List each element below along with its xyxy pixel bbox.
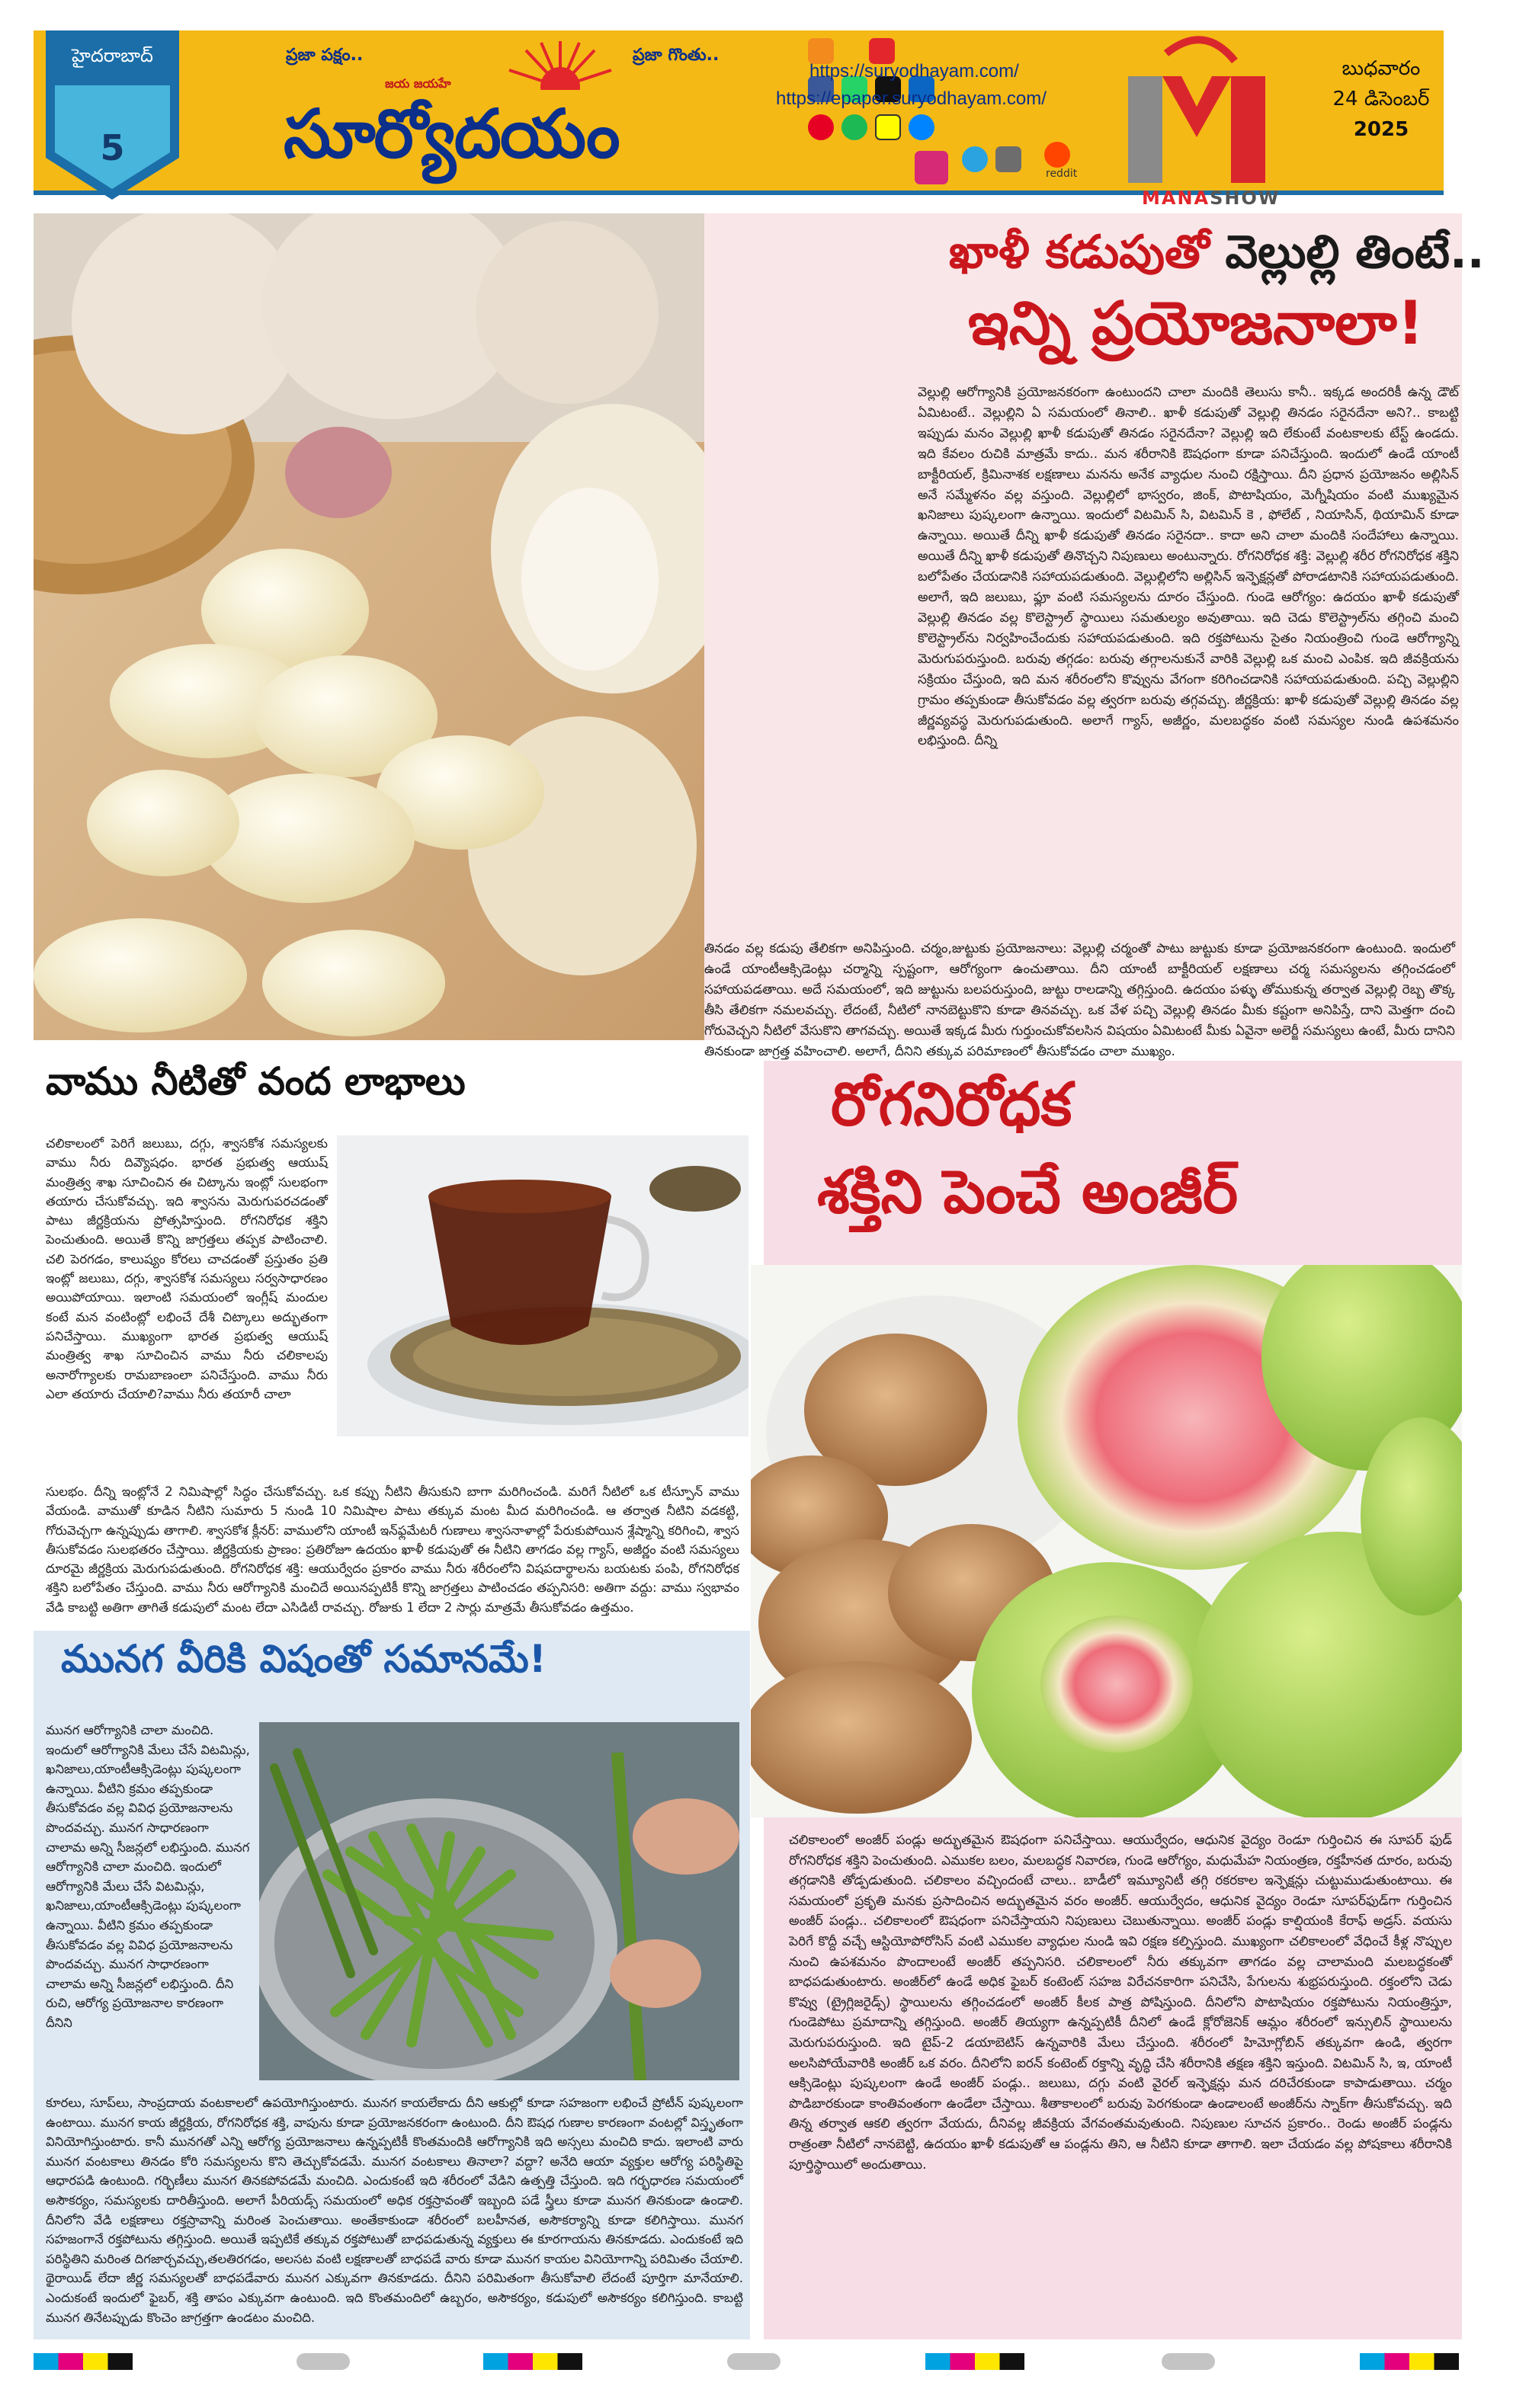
social-icons xyxy=(808,38,968,183)
snapchat-icon[interactable] xyxy=(875,114,901,140)
date-block xyxy=(1305,53,1457,145)
moringa-body-wide: కూరలు, సూప్‌లు, సాంప్రదాయ వంటకాలలో ఉపయోగిస్తుంటారు. మునగ కాయలేకాదు దీని ఆకుల్లో కూడా సహజంగా లభించే ప్రోటీన్ పుష్కలంగా ఉంటాయి. మునగ కాయ జీర్ణక్రియ, రోగనిరోధక శక్తి, వాపును కూడా ప్రయోజనకరంగా ఉంటుంది. దీని ఔషధ గుణాల కారణంగా వంటల్లో విస్తృతంగా వినియోగిస్తుంటారు. కానీ మునగతో ఎన్ని ఆరోగ్య ప్రయోజనాలు ఉన్నప్పటికీ కొంతమందికి ఆరోగ్యానికి ఇది అస్సలు మంచిది కాదు. ఇలాంటి వారు మునగ వంటకాలు తినడం కోరి సమస్యలను కొని తెచ్చుకోవడమే. మునగ వంటకాలు తినాలా? వద్దా? అనేది ఆయా వ్యక్తుల ఆరోగ్య పరిస్థితిపై ఆధారపడి ఉంటుంది. గర్భిణీలు మునగ తినకపోవడమే మంచిది. ఎందుకంటే ఇది శరీరంలో వేడిని ఉత్పత్తి చేస్తుంది. ఇది గర్భధారణ సమయంలో అసౌకర్యం, సమస్యలకు దారితీస్తుంది. అలాగే పీరియడ్స్ సమయంలో అధిక రక్తస్రావంతో ఇబ్బంది పడే స్త్రీలు కూడా మునగ తినకుండా ఉండాలి. దీనిలోని వేడి లక్షణాలు రక్తస్రావాన్ని మరింత పెంచుతాయి. అంతేకాకుండా శరీరంలో బలహీనత, అసౌకర్యాన్ని కూడా కలిగిస్తాయి. మునగ సహజంగానే రక్తపోటును తగ్గిస్తుంది. అయితే ఇప్పటికే తక్కువ రక్తపోటుతో బాధపడుతున్న వ్యక్తులు ఈ కూరగాయను తినకూడదు. ఎందుకంటే ఇది పరిస్థితిని మరింత దిగజార్చవచ్చు,తలతిరగడం, అలసట వంటి లక్షణాలతో బాధపడే వారు కూడా మునగ కాయల వినియోగాన్ని పరిమితం చేయాలి. థైరాయిడ్ లేదా జీర్ణ సమస్యలతో బాధపడేవారు మునగ ఎక్కువగా తినకూడదు. దీనిని పరిమితంగా తీసుకోవాలి లేదంటే పూర్తిగా మానేయాలి. ఎందుకంటే ఇందులో ఫైబర్, శక్తి తాపం ఎక్కువగా ఉంటుంది. ఇది కొంతమందిలో ఉబ్బరం, అసౌకర్యం, కడుపులో అసౌకర్యం కలిగిస్తుంది. కాబట్టి మునగ తినేటప్పుడు కొంచెం జాగ్రత్తగా ఉండటం మంచిది. xyxy=(46,2096,743,2325)
garlic-photo xyxy=(34,213,704,1040)
ajwain-headline: వాము నీటితో వంద లాభాలు xyxy=(46,1059,466,1103)
moringa-body-column: మునగ ఆరోగ్యానికి చాలా మంచిది. ఇందులో ఆరోగ్యానికి మేలు చేసే విటమిన్లు, ఖనిజాలు,యాంటీఆక్సిడెంట్లు పుష్కలంగా ఉన్నాయి. వీటిని క్రమం తప్పకుండా తీసుకోవడం వల్ల వివిధ ప్రయోజనాలను పొందవచ్చు. మునగ సాధారణంగా చాలామ అన్ని సీజన్లలో లభిస్తుంది. మునగ ఆరోగ్యానికి చాలా మంచిది. ఇందులో ఆరోగ్యానికి మేలు చేసే విటమిన్లు, ఖనిజాలు,యాంటీఆక్సిడెంట్లు పుష్కలంగా ఉన్నాయి. వీటిని క్రమం తప్పకుండా తీసుకోవడం వల్ల వివిధ ప్రయోజనాలను పొందవచ్చు. మునగ సాధారణంగా చాలామ అన్ని సీజన్లలో లభిస్తుంది. దీని రుచి, ఆరోగ్య ప్రయోజనాల కారణంగా దీనిని xyxy=(46,1723,250,2030)
brand-suffix: SHOW xyxy=(1210,187,1281,209)
youtube-icon[interactable] xyxy=(869,38,895,64)
rss-icon[interactable] xyxy=(808,38,834,64)
rising-sun-icon xyxy=(503,37,617,90)
slogan-left: ప్రజా పక్షం.. xyxy=(286,46,364,65)
garlic-body-column: వెల్లుల్లి ఆరోగ్యానికి ప్రయోజనకరంగా ఉంటుందని చాలా మందికి తెలుసు కానీ.. ఇక్కడ అందరికీ ఉన్న డౌట్ ఏమిటంటే.. వెల్లుల్లిని ఏ సమయంలో తినాలి.. ఖాళీ కడుపుతో వెల్లుల్లి తినడం సరైనదేనా అని?.. కాబట్టి ఇప్పుడు మనం వెల్లుల్లి ఖాళీ కడుపుతో తినడం సరైనదేనా? వెల్లుల్లి ఇది లేకుంటే వంటకాలకు టేస్ట్ ఉండదు. ఇది కేవలం రుచికి మాత్రమే కాదు.. మన శరీరానికి ఔషధంగా కూడా పనిచేస్తుంది. ఇందులో ఉండే యాంటీ బాక్టీరియల్, క్రిమినాశక లక్షణాలు మనను అనేక వ్యాధుల నుంచి రక్షిస్తాయి. దీని ప్రధాన ప్రయోజనం అల్లిసిన్ అనే సమ్మేళనం వల్ల వస్తుంది. వెల్లుల్లిలో భాస్వరం, జింక్, పొటాషియం, మెగ్నీషియం వంటి ముఖ్యమైన ఖనిజాలు పుష్కలంగా ఉన్నాయి. ఇందులో విటమిన్ సి, విటమిన్ కె , ఫోలేట్ , నియాసిన్, థియామిన్ కూడా ఉన్నాయి. అయితే దీన్ని ఖాళీ కడుపుతో తినడం సరైనదా.. కాదా అని చాలా మందికి సందేహాలు ఉన్నాయి. అయితే దీన్ని ఖాళీ కడుపుతో తినొచ్చని నిపుణులు అంటున్నారు. రోగనిరోధక శక్తి: వెల్లుల్లి శరీర రోగనిరోధక శక్తిని బలోపేతం చేయడానికి సహాయపడుతుంది. వెల్లుల్లిలోని అల్లిసిన్ ఇన్ఫెక్షన్లతో పోరాడటానికి సహాయపడుతుంది. అలాగే, ఇది జలుబు, ఫ్లూ వంటి సమస్యలను దూరం చేస్తుంది. గుండె ఆరోగ్యం: ఉదయం ఖాళీ కడుపుతో వెల్లుల్లి తినడం వల్ల కొలెస్ట్రాల్ స్థాయిలు సమతుల్యం అవుతాయి. ఇది చెడు కొలెస్ట్రాల్‌ను తగ్గించి మంచి కొలెస్ట్రాల్‌ను నిర్వహించేందుకు సహాయపడుతుంది. ఇది రక్తపోటును సైతం నియంత్రించి గుండె ఆరోగ్యాన్ని మెరుగుపరుస్తుంది. బరువు తగ్గడం: బరువు తగ్గాలనుకునే వారికి వెల్లుల్లి ఒక మంచి ఎంపిక. ఇది జీవక్రియను సక్రియం చేస్తుంది, ఇది మన శరీరంలోని కొవ్వును వేగంగా కరిగించడానికి సహాయపడుతుంది. పచ్చి వెల్లుల్లిని గ్రామం తప్పకుండా తీసుకోవడం వల్ల త్వరగా బరువు తగ్గవచ్చు. జీర్ణక్రియ: ఖాళీ కడుపుతో వెల్లుల్లి తినడం వల్ల జీర్ణవ్యవస్థ మెరుగుపడుతుంది. అలాగే గ్యాస్, అజీర్ణం, మలబద్ధకం వంటి సమస్యల నుండి ఉపశమనం లభిస్తుంది. దీన్ని xyxy=(918,385,1459,749)
garlic-body-wide: తినడం వల్ల కడుపు తేలికగా అనిపిస్తుంది. చర్మం,జుట్టుకు ప్రయోజనాలు: వెల్లుల్లి చర్మంతో పాటు జుట్టుకు కూడా ప్రయోజనకరంగా ఉంటుంది. ఇందులో ఉండే యాంటీఆక్సిడెంట్లు చర్మాన్ని స్పష్టంగా, ఆరోగ్యంగా ఉంచుతాయి. దీని యాంటీ బాక్టీరియల్ లక్షణాలు చర్మ సమస్యలను తగ్గించడంలో సహాయపడతాయి. అదే సమయంలో, ఇది జుట్టును బలపరుస్తుంది, జుట్టు రాలడాన్ని తగ్గిస్తుంది. ఉదయం పళ్ళు తోముకున్న తర్వాత వెల్లుల్లి రెబ్బ తొక్క తీసి తేలికగా నమలవచ్చు. లేదంటే, నీటిలో నానబెట్టుకొని కూడా తినవచ్చు. ఒక వేళ పచ్చి వెల్లుల్లి తినడం మీకు కష్టంగా అనిపిస్తే, దాని మెత్తగా దంచి గోరువెచ్చని నీటిలో వేసుకొని తాగవచ్చు. అయితే ఇక్కడ మీరు గుర్తుంచుకోవలసిన విషయం ఏమిటంటే మీకు ఏవైనా అలెర్జీ సమస్యలు ఉంటే, మీరు దానిని తినకుండా జాగ్రత్త వహించాలి. అలాగే, దీనిని తక్కువ పరిమాణంలో తీసుకోవడం చాలా ముఖ్యం. xyxy=(704,941,1455,1059)
date-year: 2025 xyxy=(1353,118,1409,141)
fig-body: చలికాలంలో అంజీర్ పండ్లు అద్భుతమైన ఔషధంగా పనిచేస్తాయి. ఆయుర్వేదం, ఆధునిక వైద్యం రెండూ గుర్తించిన ఈ సూపర్ ఫుడ్ రోగనిరోధక శక్తిని పెంచుతుంది. ఎముకల బలం, మలబద్ధక నివారణ, గుండె ఆరోగ్యం, మధుమేహ నియంత్రణ, రక్తహీనత దూరం, బరువు తగ్గడానికి తోడ్పడుతుంది. చలికాలం వచ్చిందంటే చాలు.. బాడీలో ఇమ్యూనిటీ తగ్గి రకరకాల ఇన్ఫెక్షన్లు చుట్టుముడుతుంటాయి. ఈ సమయంలో ప్రకృతి మనకు ప్రసాదించిన అద్భుతమైన వరం అంజీర్. ఆయుర్వేదం, ఆధునిక వైద్యం రెండూ సూపర్‌ఫుడ్‌గా గుర్తించిన అంజీర్ పండ్లు.. చలికాలంలో ఔషధంగా పనిచేస్తాయని నిపుణులు చెబుతున్నాయి. అంజీర్ పండ్లు కాల్షియంకి కేరాఫ్ అడ్రస్. వయసు పెరిగే కొద్దీ వచ్చే ఆస్టియోపోరోసిస్ వంటి ఎముకల వ్యాధుల నుండి ఇవి రక్షణ కల్పిస్తుంది. ముఖ్యంగా చలికాలంలో వేధించే కీళ్ల నొప్పుల నుంచి ఉపశమనం పొందాలంటే అంజీర్ తప్పనిసరి. చలికాలంలో నీరు తక్కువగా తాగడం వల్ల చాలామంది మలబద్ధకంతో బాధపడుతుంటారు. అంజీర్‌లో ఉండే అధిక ఫైబర్ కంటెంట్ సహజ విరేచనకారిగా పనిచేసి, పేగులను శుభ్రపరుస్తుంది. రక్తంలోని చెడు కొవ్వు (ట్రైగ్లిజరైడ్స్) స్థాయిలను తగ్గించడంలో అంజీర్ కీలక పాత్ర పోషిస్తుంది. దీనిలోని పొటాషియం రక్తపోటును నియంత్రిస్తూ, గుండెపోటు ప్రమాదాన్ని తగ్గిస్తుంది. అంజీర్ తియ్యగా ఉన్నప్పటికీ దీనిలో ఉండే క్లోరోజెనిక్ ఆమ్లం శరీరంలో ఇన్సులిన్ స్థాయిలను మెరుగుపరుస్తుంది. ఇది టైప్-2 డయాబెటిస్ ఉన్నవారికి మేలు చేస్తుంది. శరీరంలో హిమోగ్లోబిన్ తక్కువగా ఉండి, త్వరగా అలసిపోయేవారికి అంజీర్ ఒక వరం. దీనిలోని ఐరన్ కంటెంట్ రక్తాన్ని వృద్ధి చేసి శరీరానికి తక్షణ శక్తిని ఇస్తుంది. విటమిన్ సి, ఇ, యాంటీ ఆక్సిడెంట్లు పుష్కలంగా ఉండే అంజీర్ పండ్లు.. జలుబు, దగ్గు వంటి వైరల్ ఇన్ఫెక్షన్లు మన దరిచేరకుండా కాపాడుతాయి. చర్మం పొడిబారకుండా కాంతివంతంగా ఉండేలా చేస్తాయి. శీతాకాలంలో బరువు పెరగకుండా ఉండాలంటే అంజీర్‌ను స్నాక్‌గా తీసుకోవచ్చు. ఇది తిన్న తర్వాత ఆకలి త్వరగా వేయదు, దీనివల్ల జీవక్రియ వేగవంతమవుతుంది. నిపుణుల సూచన ప్రకారం.. రెండు అంజీర్ పండ్లను రాత్రంతా నీటిలో నానబెట్టి, ఉదయం ఖాళీ కడుపుతో ఆ పండ్లను తిని, ఆ నీటిని కూడా తాగాలి. ఇలా చేయడం వల్ల పోషకాలు శరీరానికి పూర్తిస్థాయిలో అందుతాయి. xyxy=(789,1833,1452,2173)
color-bar-center-right xyxy=(925,2353,1024,2370)
pill-mark xyxy=(1162,2353,1215,2370)
fig-photo xyxy=(751,1265,1462,1817)
pill-mark xyxy=(727,2353,781,2370)
slogan-right: ప్రజా గొంతు.. xyxy=(633,46,720,65)
instagram-icon[interactable] xyxy=(915,151,948,184)
garlic-headline-red: ఖాళీ కడుపుతో xyxy=(949,226,1226,279)
print-registration-marks xyxy=(34,2353,1467,2374)
city-tab: హైదరాబాద్ xyxy=(46,30,179,85)
mana-show-logo xyxy=(1120,30,1273,191)
ajwain-tea-photo xyxy=(337,1135,748,1436)
color-bar-right xyxy=(1360,2353,1459,2370)
page-number-badge xyxy=(46,85,179,200)
ajwain-body-wide: సులభం. దీన్ని ఇంట్లోనే 2 నిమిషాల్లో సిద్ధం చేసుకోవచ్చు. ఒక కప్పు నీటిని తీసుకుని బాగా మరిగించండి. మరిగే నీటిలో ఒక టీస్పూన్ వాము వేయండి. వాముతో కూడిన నీటిని సుమారు 5 నుండి 10 నిమిషాల పాటు తక్కువ మంట మీద మరిగించండి. ఆ తర్వాత నీటిని వడకట్టి, గోరువెచ్చగా ఉన్నప్పుడు తాగాలి. శ్వాసకోశ క్లీనర్: వాములోని యాంటీ ఇన్‌ఫ్లమేటరీ గుణాలు శ్వాసనాళాల్లో పేరుకుపోయిన శ్లేష్మాన్ని కరిగించి, శ్వాస తీసుకోవడం సులభతరం చేస్తాయి. జీర్ణక్రియకు ప్రాణం: ప్రతిరోజూ ఉదయం ఖాళీ కడుపుతో ఈ నీటిని తాగడం వల్ల గ్యాస్, అజీర్ణం వంటి సమస్యలు దూరమై జీర్ణక్రియ మెరుగుపడుతుంది. రోగనిరోధక శక్తి: ఆయుర్వేదం ప్రకారం వాము నీరు శరీరంలోని విషపదార్థాలను బయటకు పంపి, రోగనిరోధక శక్తిని బలోపేతం చేస్తుంది. వాము నీరు ఆరోగ్యానికి మంచిదే అయినప్పటికీ కొన్ని జాగ్రత్తలు పాటించడం తప్పనిసరి: అతిగా వద్దు: వాము స్వభావం వేడి కాబట్టి అతిగా తాగితే కడుపులో మంట లేదా ఎసిడిటీ రావచ్చు. రోజుకు 1 లేదా 2 సార్లు మాత్రమే తీసుకోవడం ఉత్తమం. xyxy=(46,1484,739,1615)
drumstick-photo xyxy=(259,1722,739,2080)
reddit-label: reddit xyxy=(1046,168,1078,180)
messenger-icon[interactable] xyxy=(909,114,934,140)
moringa-headline: మునగ వీరికి విషంతో సమానమే! xyxy=(61,1637,547,1681)
fig-headline-line1: రోగనిరోధక xyxy=(831,1071,1072,1139)
paper-subtitle: జయ జయహే xyxy=(385,76,451,91)
ajwain-body-column: చలికాలంలో పెరిగే జలుబు, దగ్గు, శ్వాసకోశ సమస్యలకు వాము నీరు దివ్యౌషధం. భారత ప్రభుత్వ ఆయుష్ మంత్రిత్వ శాఖ సూచించిన ఈ చిట్కాను ఇంట్లో సులభంగా తయారు చేసుకోవచ్చు. ఇది శ్వాసను మెరుగుపరచడంతో పాటు జీర్ణక్రియను ప్రోత్సహిస్తుంది. రోగనిరోధక శక్తిని పెంచుతుంది. అయితే కొన్ని జాగ్రత్తలు తప్పక పాటించాలి. చలి పెరగడం, కాలుష్యం కోరలు చాచడంతో ప్రస్తుతం ప్రతి ఇంట్లో జలుబు, దగ్గు, శ్వాసకోశ సమస్యలు సర్వసాధారణం అయిపోయాయి. ఇలాంటి సమయంలో ఇంగ్లీష్ మందుల కంటే మన వంటింట్లో లభించే దేశీ చిట్కాలు అద్భుతంగా పనిచేస్తాయి. ముఖ్యంగా భారత ప్రభుత్వ ఆయుష్ మంత్రిత్వ శాఖ సూచించిన వాము నీరు చలికాలపు అనారోగ్యాలకు రామబాణంలా పనిచేస్తుంది. వాము నీరు ఎలా తయారు చేయాలి?వాము నీరు తయారీ చాలా xyxy=(46,1136,328,1401)
website-url[interactable]: https://suryodhayam.com/ xyxy=(809,61,1019,82)
telegram-icon[interactable] xyxy=(962,146,988,172)
weekday: బుధవారం xyxy=(1342,57,1421,80)
pill-mark xyxy=(297,2353,350,2370)
brand-name xyxy=(1142,187,1280,209)
spotify-icon[interactable] xyxy=(841,114,867,140)
page-number: 5 xyxy=(100,127,125,168)
pinterest-icon[interactable] xyxy=(808,114,834,140)
fig-headline-line2: శక్తిని పెంచే అంజీర్ xyxy=(817,1158,1239,1227)
epaper-url[interactable]: https://epaper.suryodhayam.com/ xyxy=(776,88,1047,109)
mail-icon[interactable] xyxy=(995,146,1021,172)
garlic-headline-line1 xyxy=(949,226,1485,290)
garlic-headline-line2: ఇన్ని ప్రయోజనాలా! xyxy=(968,290,1425,358)
date-day-month: 24 డిసెంబర్ xyxy=(1332,88,1430,110)
garlic-headline-black: వెల్లుల్లి తింటే.. xyxy=(1225,226,1485,279)
reddit-icon[interactable] xyxy=(1044,142,1070,168)
newspaper-name: సూర్యోదయం xyxy=(284,94,619,173)
color-bar-left xyxy=(34,2353,133,2370)
color-bar-center-left xyxy=(483,2353,582,2370)
brand-prefix: MANA xyxy=(1142,187,1210,209)
